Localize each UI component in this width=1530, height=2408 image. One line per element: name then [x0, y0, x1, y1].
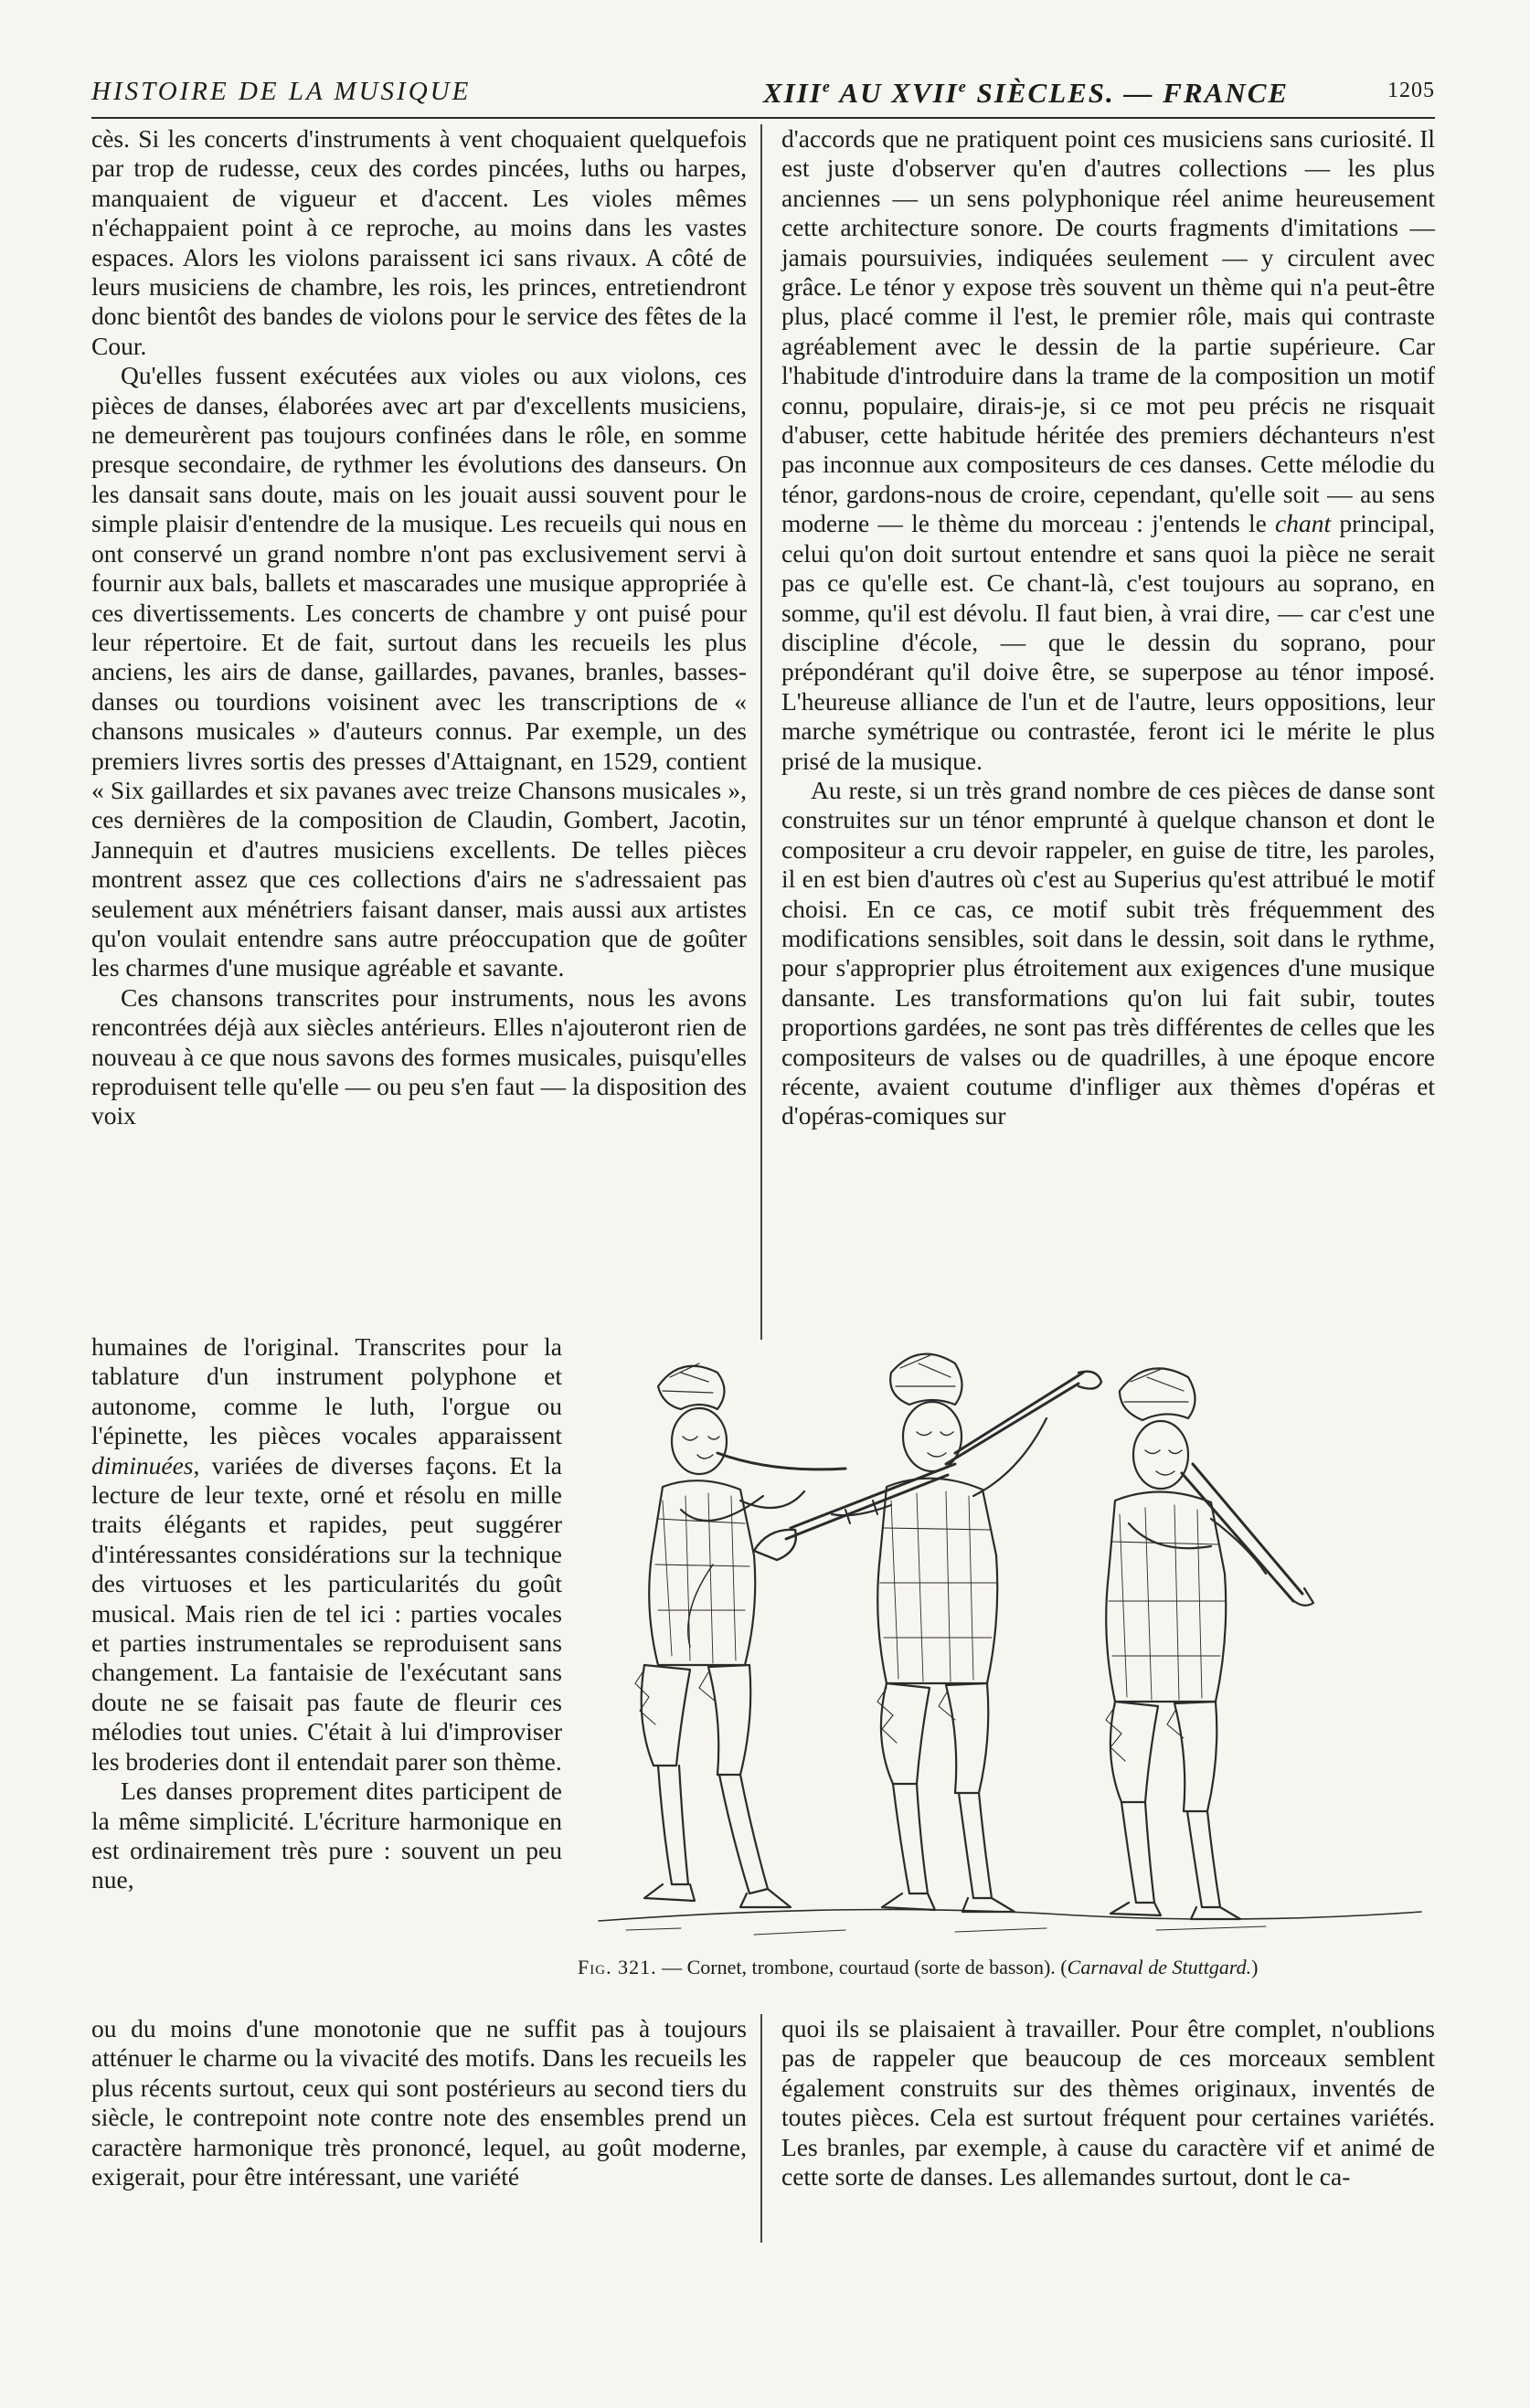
emphasis: chant [1275, 509, 1332, 538]
header-rule [91, 117, 1435, 119]
paragraph: Qu'elles fussent exécutées aux violes ou aux violons, ces pièces de danses, élaborées avec art par d'excellents musiciens, ne demeurèrent pas toujours confinées dans le rôle, en somme presque secondaire, de rythmer les évolutions des danseurs. On les dansait sans doute, mais on les jouait aussi souvent pour le simple plaisir d'entendre de la musique. Les recueils qui nous en ont conservé un grand nombre n'ont pas exclusivement servi à fournir aux bals, ballets et mascarades une musique appropriée à ces divertissements. Les concerts de chambre y ont puisé pour leur répertoire. Et de fait, surtout dans les recueils les plus anciens, les airs de danse, gaillardes, pavanes, branles, basses-danses ou tourdions voisinent avec les transcriptions de « chansons musicales » d'auteurs connus. Par exemple, un des premiers livres sortis des presses d'Attaignant, en 1529, contient « Six gaillardes et six pavanes avec treize Chansons musicales », ces dernières de la composition de Claudin, Gombert, Jacotin, Jannequin et d'autres musiciens excellents. De telles pièces montrent assez que ces collections d'airs ne s'adressaient pas seulement aux ménétriers faisant danser, mais aussi aux artistes qu'on voulait entendre sans autre préoccupation que de goûter les charmes d'une musique agréable et savante. [91, 361, 747, 982]
running-head-section [763, 77, 1289, 110]
caption-label: Fig. 321. [578, 1956, 657, 1978]
musicians-engraving [571, 1336, 1435, 1947]
caption-source: Carnaval de Stuttgard. [1067, 1956, 1252, 1978]
left-column-top [91, 124, 747, 1131]
paragraph: Ces chansons transcrites pour instruments, nous les avons rencontrées déjà aux siècles antérieurs. Elles n'ajouteront rien de nouveau à ce que nous savons des formes musicales, puisqu'elles reproduisent telle qu'elle — ou peu s'en faut — la disposition des voix [91, 982, 747, 1130]
emphasis: diminuées [91, 1450, 194, 1480]
text-run: , variées de diverses façons. Et la lecture de leur texte, orné et résolu en mille traits élégants et rapides, peut suggérer d'intéressantes considérations sur la technique des virtuoses et les particularités du goût musical. Mais rien de tel ici : parties vocales et parties instrumentales se reproduisent sans changement. La fantaisie de l'exécutant sans doute ne se faisait pas faute de fleurir ces mélodies tout unies. C'était à lui d'improviser les broderies dont il entendait parer son thème. [91, 1450, 562, 1776]
right-column-bottom [781, 2014, 1435, 2191]
section-pre: XIII [763, 77, 823, 109]
text-run: d'accords que ne pratiquent point ces musiciens sans curiosité. Il est juste d'observer qu'en d'autres collections — les plus anciennes — un sens polyphonique réel anime heureusement cette architecture sonore. De courts fragments d'imitations — jamais poursuivies, indiquées seulement — y circulent avec grâce. Le ténor y expose très souvent un thème qui n'a peut-être plus, placé comme il l'est, le premier rôle, mais qui contraste agréablement avec le dessin de la partie supérieure. Car l'habitude d'introduire dans la trame de la composition un motif connu, populaire, dirais-je, si ce mot peu précis ne risquait d'abuser, cette habitude héritée des premiers déchanteurs n'est pas inconnue aux compositeurs de ces danses. Cette mélodie du ténor, gardons-nous de croire, cependant, qu'elle soit — au sens moderne — le thème du morceau : j'entends le [781, 124, 1435, 538]
section-post: SIÈCLES. — FRANCE [967, 77, 1290, 109]
text-run: humaines de l'original. Transcrites pour la tablature d'un instrument polyphone et autonome, comme le luth, l'orgue ou l'épinette, les pièces vocales apparaissent [91, 1332, 562, 1450]
paragraph: Au reste, si un très grand nombre de ces pièces de danse sont construites sur un ténor emprunté à quelque chanson et dont le compositeur a cru devoir rappeler, en guise de titre, les paroles, il en est bien d'autres où c'est au Superius qu'est attribué le motif choisi. En ce cas, ce motif subit très fréquemment des modifications sensibles, soit dans le dessin, soit dans le rythme, pour s'approprier plus étroitement aux exigences d'une musique dansante. Les transformations qu'on lui fait subir, toutes proportions gardées, ne sont pas très différentes de celles que les compositeurs de valses ou de quadrilles, à une époque encore récente, avaient coutume d'infliger aux thèmes d'opéras et d'opéras-comiques sur [781, 775, 1435, 1130]
column-divider-bottom [760, 2014, 762, 2243]
left-column-bottom [91, 2014, 747, 2191]
caption-end: ) [1251, 1956, 1259, 1978]
column-divider [760, 124, 762, 1340]
paragraph: quoi ils se plaisaient à travailler. Pour être complet, n'oublions pas de rappeler que beaucoup de ces morceaux semblent également construits sur des thèmes originaux, inventés de toutes pièces. Cela est surtout fréquent pour certaines variétés. Les branles, par exemple, à cause du caractère vif et animé de cette sorte de danses. Les allemandes surtout, dont le ca- [781, 2014, 1435, 2191]
paragraph: ou du moins d'une monotonie que ne suffit pas à toujours atténuer le charme ou la vivacité des motifs. Dans les recueils les plus récents surtout, ceux qui sont postérieurs au second tiers du siècle, le contrepoint note contre note des ensembles prend un caractère harmonique très prononcé, lequel, au goût moderne, exigerait, pour être intéressant, une variété [91, 2014, 747, 2191]
running-head-title: HISTOIRE DE LA MUSIQUE [91, 77, 472, 106]
engraving-illustration [571, 1336, 1435, 1947]
caption-text: — Cornet, trombone, courtaud (sorte de basson). ( [656, 1956, 1068, 1978]
paragraph [781, 124, 1435, 776]
text-run: principal, celui qu'on doit surtout entendre et sans quoi la pièce ne serait pas ce qu'elle est. Ce chant-là, c'est toujours au soprano, en somme, qu'il est dévolu. Il faut bien, à vrai dire, — car c'est une discipline d'école, — que le dessin du soprano, pour prépondérant qu'il doive être, se superpose au ténor imposé. L'heureuse alliance de l'un et de l'autre, leurs oppositions, leur marche symétrique ou contrastée, feront ici le mérite le plus prisé de la musique. [781, 509, 1435, 775]
right-column-top [781, 124, 1435, 1131]
section-mid: AU XVII [831, 77, 959, 109]
section-sup-1: e [822, 77, 832, 96]
figure-caption [578, 1954, 1437, 1981]
paragraph [91, 1332, 562, 1777]
page-number: 1205 [1387, 79, 1435, 102]
section-sup-2: e [958, 77, 968, 96]
running-head [91, 77, 1435, 113]
left-column-beside-figure [91, 1332, 562, 1895]
paragraph: cès. Si les concerts d'instruments à vent choquaient quelquefois par trop de rudesse, ceux des cordes pincées, luths ou harpes, manquaient de vigueur et d'accent. Les violes mêmes n'échappaient point à ce reproche, au moins dans les vastes espaces. Alors les violons paraissent ici sans rivaux. A côté de leurs musiciens de chambre, les rois, les princes, entretiendront donc bientôt des bandes de violons pour le service des fêtes de la Cour. [91, 124, 747, 360]
paragraph: Les danses proprement dites participent de la même simplicité. L'écriture harmonique en est ordinairement très pure : souvent un peu nue, [91, 1777, 562, 1894]
